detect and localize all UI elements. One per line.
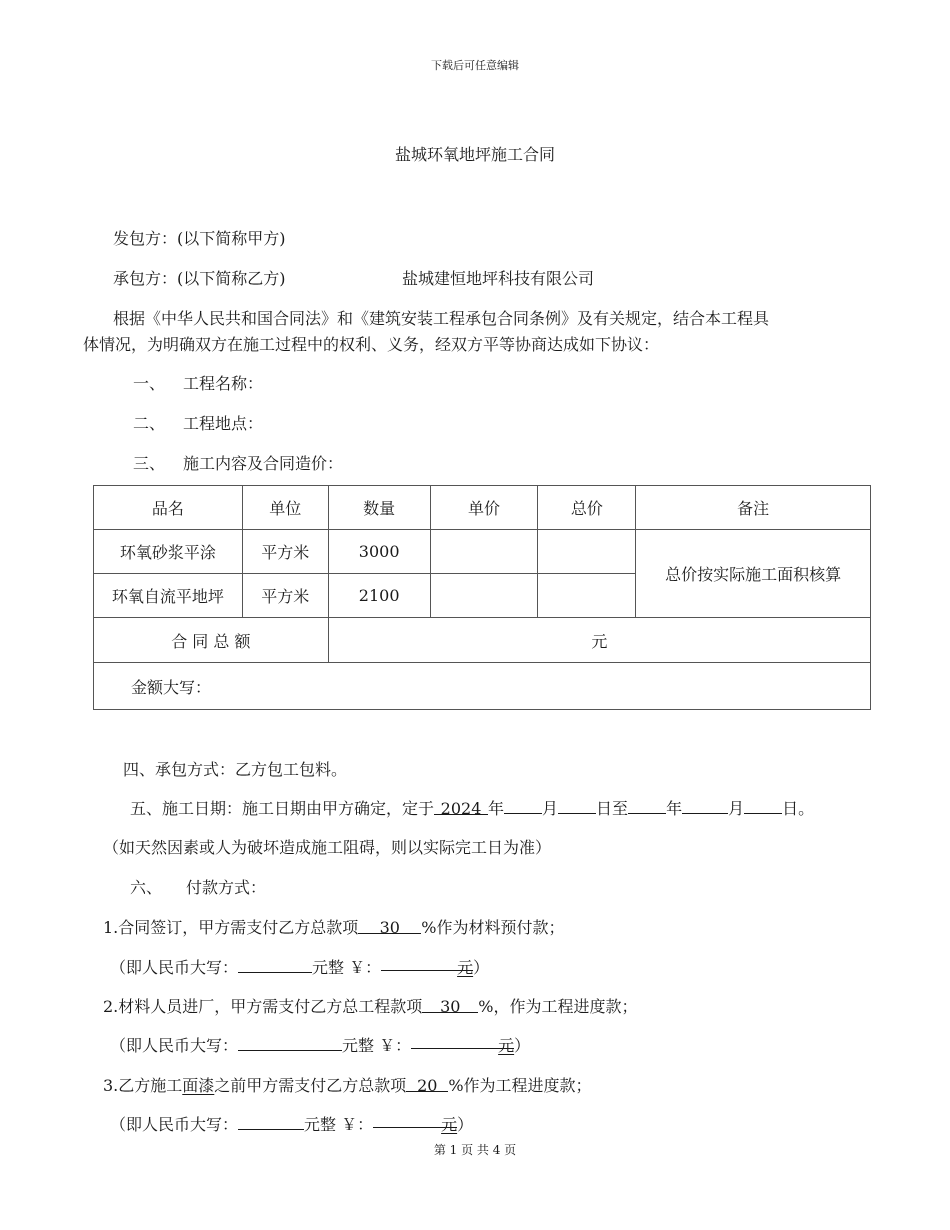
price-table xyxy=(93,485,871,710)
col-header-remark: 备注 xyxy=(636,486,871,530)
rmb-label: （即人民币大写： xyxy=(110,1115,239,1134)
section-5-prefix: 五、施工日期：施工日期由甲方确定，定于 xyxy=(130,799,435,818)
rmb-capital-field xyxy=(238,957,312,973)
rmb-close: ） xyxy=(457,1115,474,1134)
payment-2 xyxy=(103,994,638,1017)
payment-1-text: 1.合同签订，甲方需支付乙方总款项 xyxy=(103,918,359,937)
cell-total xyxy=(538,574,636,618)
payment-1-rmb-line xyxy=(110,955,489,978)
cell-price xyxy=(430,574,538,618)
col-header-price: 单价 xyxy=(430,486,538,530)
section-5-note: （如天然因素或人为破坏造成施工阻碍，则以实际完工日为准） xyxy=(103,838,552,857)
rmb-yuan-zheng: 元整 ￥： xyxy=(342,1036,412,1055)
section-5-line xyxy=(130,796,814,819)
start-day-field xyxy=(558,798,596,814)
capital-amount-label: 金额大写： xyxy=(94,663,871,710)
rmb-close: ） xyxy=(473,958,490,977)
start-year-field: 2024 xyxy=(434,799,488,815)
section-4-text: 四、承包方式：乙方包工包料。 xyxy=(123,760,348,779)
page-footer: 第 1 页 共 4 页 xyxy=(433,1143,517,1157)
header-note: 下载后可任意编辑 xyxy=(431,59,519,72)
sum-label: 合 同 总 额 xyxy=(94,618,329,663)
section-2-number: 二、 xyxy=(133,414,166,433)
rmb-label: （即人民币大写： xyxy=(110,958,239,977)
section-6-label: 付款方式： xyxy=(186,878,267,897)
document-title: 盐城环氧地坪施工合同 xyxy=(394,145,555,164)
rmb-label: （即人民币大写： xyxy=(110,1036,239,1055)
end-day-field xyxy=(744,798,782,814)
payment-3 xyxy=(103,1073,592,1096)
payment-1 xyxy=(103,915,565,938)
payment-3-text-a: 3.乙方施工 xyxy=(103,1076,183,1095)
payment-3-percent: 20 xyxy=(406,1076,448,1092)
label-year: 年 xyxy=(488,799,505,818)
rmb-close: ） xyxy=(514,1036,531,1055)
cell-unit: 平方米 xyxy=(242,530,328,574)
section-6-number: 六、 xyxy=(130,878,163,897)
label-month: 月 xyxy=(542,799,559,818)
cell-qty: 3000 xyxy=(328,530,430,574)
section-3-label: 施工内容及合同造价： xyxy=(183,454,344,473)
col-header-unit: 单位 xyxy=(242,486,328,530)
payment-2-percent: 30 xyxy=(422,997,478,1013)
payment-1-suffix: %作为材料预付款； xyxy=(421,918,565,937)
cell-name: 环氧自流平地坪 xyxy=(94,574,243,618)
contractor-line: 承包方：(以下简称乙方) xyxy=(113,269,286,288)
payment-3-underlined-term: 面漆 xyxy=(182,1076,215,1095)
rmb-yuan-zheng: 元整 ￥： xyxy=(304,1115,374,1134)
payment-2-suffix: %，作为工程进度款； xyxy=(478,997,638,1016)
table-row xyxy=(94,530,871,574)
section-3-number: 三、 xyxy=(133,454,166,473)
cell-name: 环氧砂浆平涂 xyxy=(94,530,243,574)
payment-3-suffix: %作为工程进度款； xyxy=(448,1076,592,1095)
rmb-amount-field: 元 xyxy=(411,1033,514,1049)
table-sum-row xyxy=(94,618,871,663)
rmb-amount-field: 元 xyxy=(381,955,473,971)
col-header-qty: 数量 xyxy=(328,486,430,530)
section-1-number: 一、 xyxy=(133,374,166,393)
contractor-name: 盐城建恒地坪科技有限公司 xyxy=(402,269,595,288)
col-header-name: 品名 xyxy=(94,486,243,530)
payment-3-text-b: 之前甲方需支付乙方总款项 xyxy=(214,1076,407,1095)
payment-2-text: 2.材料人员进厂，甲方需支付乙方总工程款项 xyxy=(103,997,423,1016)
payment-1-percent: 30 xyxy=(358,918,421,934)
start-month-field xyxy=(504,798,542,814)
payment-2-rmb-line xyxy=(110,1033,530,1056)
section-1-label: 工程名称： xyxy=(183,374,264,393)
table-capital-row xyxy=(94,663,871,710)
rmb-capital-field xyxy=(238,1114,304,1130)
label-month-end: 月 xyxy=(728,799,745,818)
label-day-to: 日至 xyxy=(596,799,629,818)
cell-remark: 总价按实际施工面积核算 xyxy=(636,530,871,618)
payment-3-rmb-line xyxy=(110,1112,473,1135)
col-header-total: 总价 xyxy=(538,486,636,530)
preamble-line-2: 体情况，为明确双方在施工过程中的权利、义务，经双方平等协商达成如下协议： xyxy=(83,335,660,354)
cell-total xyxy=(538,530,636,574)
cell-price xyxy=(430,530,538,574)
end-year-field xyxy=(628,798,666,814)
preamble-line-1: 根据《中华人民共和国合同法》和《建筑安装工程承包合同条例》及有关规定，结合本工程具 xyxy=(113,309,770,328)
rmb-amount-field: 元 xyxy=(373,1112,457,1128)
cell-qty: 2100 xyxy=(328,574,430,618)
table-header-row xyxy=(94,486,871,530)
end-month-field xyxy=(682,798,728,814)
rmb-capital-field xyxy=(238,1035,342,1051)
label-year-end: 年 xyxy=(666,799,683,818)
rmb-yuan-zheng: 元整 ￥： xyxy=(312,958,382,977)
label-day-end: 日。 xyxy=(782,799,815,818)
sum-value: 元 xyxy=(328,618,870,663)
cell-unit: 平方米 xyxy=(242,574,328,618)
section-2-label: 工程地点： xyxy=(183,414,264,433)
employer-line: 发包方：(以下简称甲方) xyxy=(113,229,286,248)
